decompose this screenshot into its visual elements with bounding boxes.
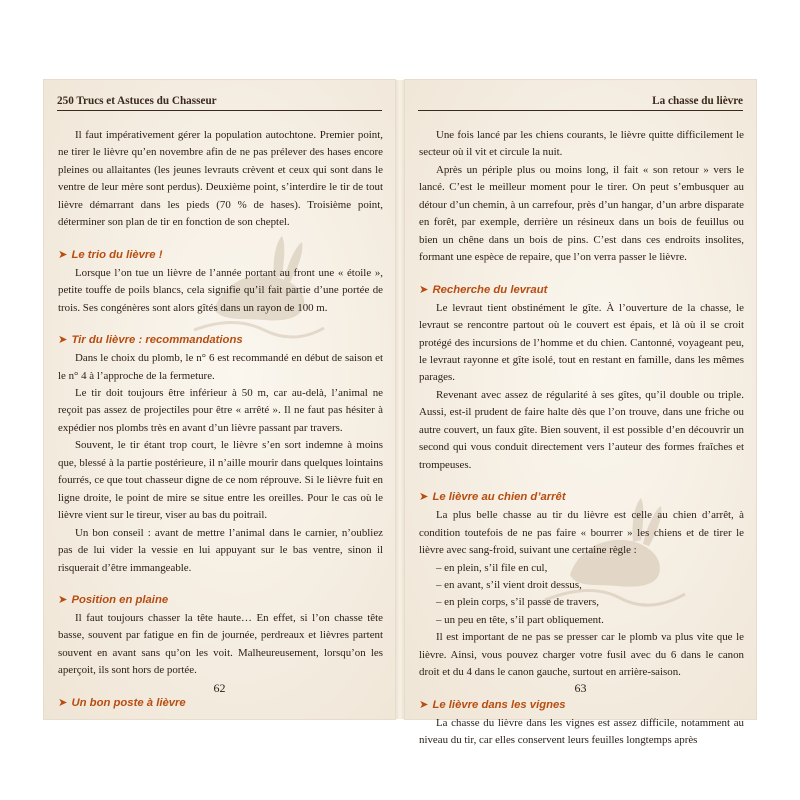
running-header: La chasse du lièvre	[418, 94, 743, 111]
paragraph: Dans le choix du plomb, le n° 6 est recommandé en début de saison et le n° 4 à l’approche de la fermeture.	[58, 352, 383, 382]
list-item: – un peu en tête, s’il part obliquement.	[436, 613, 604, 626]
paragraph: Lorsque l’on tue un lièvre de l’année portant au front une « étoile », petite touffe de poils blancs, cela signifie qu’il fait partie d’une portée de trois. Ses congénères sont alors gîtés dans un rayon de 100 m.	[58, 266, 383, 314]
arrowhead-icon: ➤	[419, 283, 429, 296]
paragraph: La plus belle chasse au tir du lièvre est celle au chien d’arrêt, à condition toutefois de ne pas faire « bourrer » les chiens et de tirer le lièvre avec sang-froid, suivant une certaine règle :	[419, 509, 744, 557]
paragraph: Revenant avec assez de régularité à ses gîtes, qu’il double ou triple. Aussi, est-il prudent de faire halte dès que l’on trouve, dans une friche ou autre couvert, un faux gîte. Bien souvent, il est possible d’en découvrir un second qui vous conduit directement vers l’auteur des formes fraîches et trompeuses.	[419, 388, 744, 471]
page-number: 62	[213, 681, 226, 695]
section-heading: ➤ Position en plaine	[58, 591, 383, 610]
page-number: 63	[574, 681, 587, 695]
paragraph: Le levraut tient obstinément le gîte. À l’ouverture de la chasse, le levraut se rencontre partout où le couvert est épais, et là où il se croit protégé des incursions de l’homme et du chien. Cantonné, voyageant peu, le levraut rayonne et gîte isolé, tout en restant en famille, dans les mêmes parages.	[419, 301, 744, 384]
section-heading: ➤ Tir du lièvre : recommandations	[58, 331, 383, 350]
book-gutter	[395, 80, 405, 719]
section-heading: ➤ Recherche du levraut	[419, 281, 744, 300]
section-heading: ➤ Le trio du lièvre !	[58, 246, 383, 265]
running-header: 250 Trucs et Astuces du Chasseur	[57, 94, 382, 111]
left-page-body	[58, 127, 383, 713]
paragraph: Il faut toujours chasser la tête haute… En effet, si l’on chasse tête basse, souvent par fatigue en fin de journée, perdreaux et lièvres partent souvent en avant sans qu’on les voit. Malheureusement, lorsqu’on les aperçoit, ils sont hors de portée.	[58, 611, 383, 677]
paragraph: Après un périple plus ou moins long, il fait « son retour » vers le lancé. C’est le meilleur moment pour le tirer. On peut s’embusquer au détour d’un chemin, à un carrefour, près d’un hangar, d’un arbre disparate en forêt, par exemple, derrière un résineux dans un bois de feuillus ou bien un chêne dans un bois de pins. C’est dans ces endroits insolites, formant une espèce de repaire, que l’on verra passer le lièvre.	[419, 163, 744, 264]
left-page	[44, 80, 395, 719]
section-heading: ➤ Le lièvre au chien d’arrêt	[419, 488, 744, 507]
list-item: – en plein corps, s’il passe de travers,	[436, 596, 600, 609]
paragraph: Le tir doit toujours être inférieur à 50 m, car au-delà, l’animal ne reçoit pas assez de projectiles pour être « arrêté ». Il ne faut pas hésiter à expédier nos plombs très en avant d’un lièvre passant par travers.	[58, 386, 383, 434]
arrowhead-icon: ➤	[58, 334, 68, 347]
arrowhead-icon: ➤	[419, 491, 429, 504]
paragraph: Souvent, le tir étant trop court, le lièvre s’en sort indemne à moins que, blessé à la partie postérieure, il n’aille mourir dans quelques lointains fourrés, ce que tout chasseur digne de ce nom réprouve. Si le lièvre fuit en ligne droite, le point de mire se situe entre les oreilles. Pour le cas où le lièvre vient sur le tireur, viser au bas du poitrail.	[58, 439, 383, 522]
paragraph: Un bon conseil : avant de mettre l’animal dans le carnier, n’oubliez pas de lui vider la vessie en lui appuyant sur le bas ventre, sinon il risquerait d’être immangeable.	[58, 526, 383, 574]
paragraph: Il faut impérativement gérer la population autochtone. Premier point, ne tirer le lièvre qu’en novembre afin de ne pas prélever des hases encore pleines ou allaitantes (les jeunes levrauts crèvent et ceux qui sont dans le ventre de leur mère sont perdus). Deuxième point, s’interdire le tir de tout lièvre démarrant dans les pieds (70 % de hases). Troisième point, déterminer son plan de tir en fonction de son cheptel.	[58, 129, 383, 229]
arrowhead-icon: ➤	[58, 593, 68, 606]
arrowhead-icon: ➤	[58, 696, 68, 709]
paragraph: Une fois lancé par les chiens courants, le lièvre quitte difficilement le secteur où il vit et circule la nuit.	[419, 129, 744, 159]
right-page	[405, 80, 756, 747]
section-heading: ➤ Le lièvre dans les vignes	[419, 696, 744, 715]
arrowhead-icon: ➤	[419, 698, 429, 711]
list-item: – en plein, s’il file en cul,	[436, 561, 548, 574]
paragraph: Il est important de ne pas se presser car le plomb va plus vite que le lièvre. Ainsi, vous pouvez charger votre fusil avec du 6 dans le canon droit et du 4 dans le canon gauche, surtout en arrière-saison.	[419, 631, 744, 679]
section-heading: ➤ Un bon poste à lièvre	[58, 694, 383, 713]
paragraph: La chasse du lièvre dans les vignes est assez difficile, notamment au niveau du tir, car elles conservent leurs feuilles longtemps après	[419, 716, 744, 747]
right-page-body	[419, 127, 744, 750]
list-item: – en avant, s’il vient droit dessus,	[436, 578, 582, 591]
arrowhead-icon: ➤	[58, 248, 68, 261]
